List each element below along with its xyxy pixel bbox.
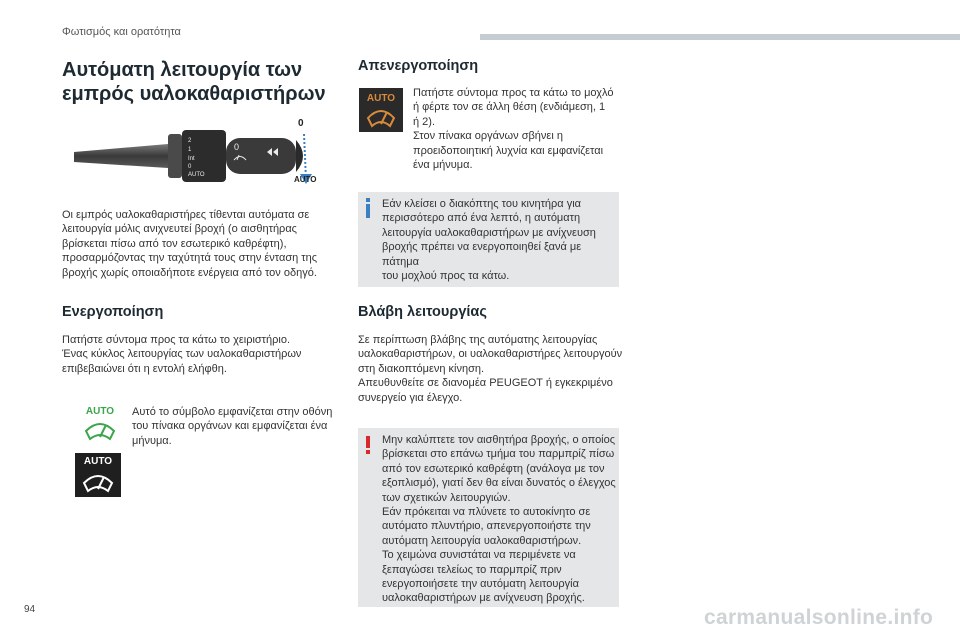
press-arrow — [304, 134, 306, 180]
lever-pos-auto: AUTO — [188, 172, 205, 178]
auto-wiper-indicator-dark — [75, 453, 121, 497]
activation-text: Πατήστε σύντομα προς τα κάτω το χειριστήριο. Ένας κύκλος λειτουργίας των υαλοκαθαριστήρων επιβεβαιώνει ότι η εντολή ελήφθη. — [62, 334, 302, 375]
info-box-text: Εάν κλείσει ο διακόπτης του κινητήρα για περισσότερο από ένα λεπτό, η αυτόματη λειτουργία υαλοκαθαριστήρων με ανίχνευση βροχής πρέπει να ενεργοποιηθεί ξανά με πάτημα του μοχλού προς τα κάτω. — [382, 198, 596, 283]
icon-note: Αυτό το σύμβολο εμφανίζεται στην οθόνη του πίνακα οργάνων και εμφανίζεται ένα μήνυμα. — [132, 406, 333, 447]
malfunction-text: Σε περίπτωση βλάβης της αυτόματης λειτουργίας υαλοκαθαριστήρων, οι υαλοκαθαριστήρες λειτουργούν στη διακοπτόμενη κίνηση. Απευθυνθείτε σε διανομέα PEUGEOT ή εγκεκριμένο συνεργείο για έλεγχο. — [358, 334, 623, 404]
activation-heading: Ενεργοποίηση — [62, 304, 164, 320]
malfunction-heading: Βλάβη λειτουργίας — [358, 304, 487, 320]
deactivation-heading: Απενεργοποίηση — [358, 58, 479, 74]
auto-light-label: AUTO — [85, 406, 115, 417]
lever-pos-0: 0 — [188, 164, 192, 170]
warning-box — [358, 428, 619, 607]
wiper-stalk-illustration — [72, 110, 332, 192]
warning-icon — [366, 436, 370, 448]
info-box — [358, 192, 619, 287]
section-header: Φωτισμός και ορατότητα — [62, 26, 181, 38]
wiper-icon — [75, 467, 121, 495]
wiper-icon — [359, 104, 403, 130]
page-title: Αυτόματη λειτουργία των εμπρός υαλοκαθαριστήρων — [62, 59, 326, 105]
info-icon — [366, 204, 370, 218]
lever-pos-2: 2 — [188, 138, 192, 144]
auto-wiper-indicator-orange — [359, 88, 403, 132]
footer-watermark: carmanualsonline.info — [704, 606, 934, 629]
auto-orange-label: AUTO — [366, 93, 396, 104]
auto-wiper-indicator-light — [80, 406, 120, 448]
page-number: 94 — [24, 604, 36, 615]
lever-pos-1: 1 — [188, 147, 192, 153]
stalk-zero-label: 0 — [234, 142, 240, 152]
auto-dark-label: AUTO — [83, 456, 113, 467]
wiper-icon — [80, 417, 120, 443]
warning-box-text: Μην καλύπτετε τον αισθητήρα βροχής, ο οποίος βρίσκεται στο επάνω τμήμα του παρμπρίζ πίσω από τον εσωτερικό καθρέφτη (ανάλογα με τον εξοπλισμό), γιατί δεν θα είναι δυνατός ο έλεγχος των σχετικών λειτουργιών. Εάν πρόκειται να πλύνετε το αυτοκίνητο σε αυτόματο πλυντήριο, απενεργοποιήστε την αυτόματη λειτουργία υαλοκαθαριστήρων. Το χειμώνα συνιστάται να περιμένετε να ξεπαγώσει τελείως το παρμπρίζ πριν ενεργοποιήσετε την αυτόματη λειτουργία υαλοκαθαριστήρων με ανίχνευση βροχής. — [382, 434, 616, 605]
header-bar — [480, 34, 960, 40]
deactivation-text: Πατήστε σύντομα προς τα κάτω το μοχλό ή φέρτε τον σε άλλη θέση (ενδιάμεση, 1 ή 2). Στον πίνακα οργάνων σβήνει η προειδοποιητική λυχνία και εμφανίζεται ένα μήνυμα. — [413, 87, 614, 172]
stalk-auto-label: AUTO — [294, 175, 317, 184]
lever-pos-int: Int — [188, 156, 195, 162]
intro-paragraph: Οι εμπρός υαλοκαθαριστήρες τίθενται αυτόματα σε λειτουργία μόλις ανιχνευτεί βροχή (ο αισθητήρας βρίσκεται πίσω από τον εσωτερικό καθρέφτη), προσαρμόζοντας την ταχύτητά τους στην ένταση της βροχής χωρίς οποιαδήποτε ενέργεια από τον οδηγό. — [62, 209, 318, 279]
stalk-mark-zero: 0 — [298, 118, 304, 129]
